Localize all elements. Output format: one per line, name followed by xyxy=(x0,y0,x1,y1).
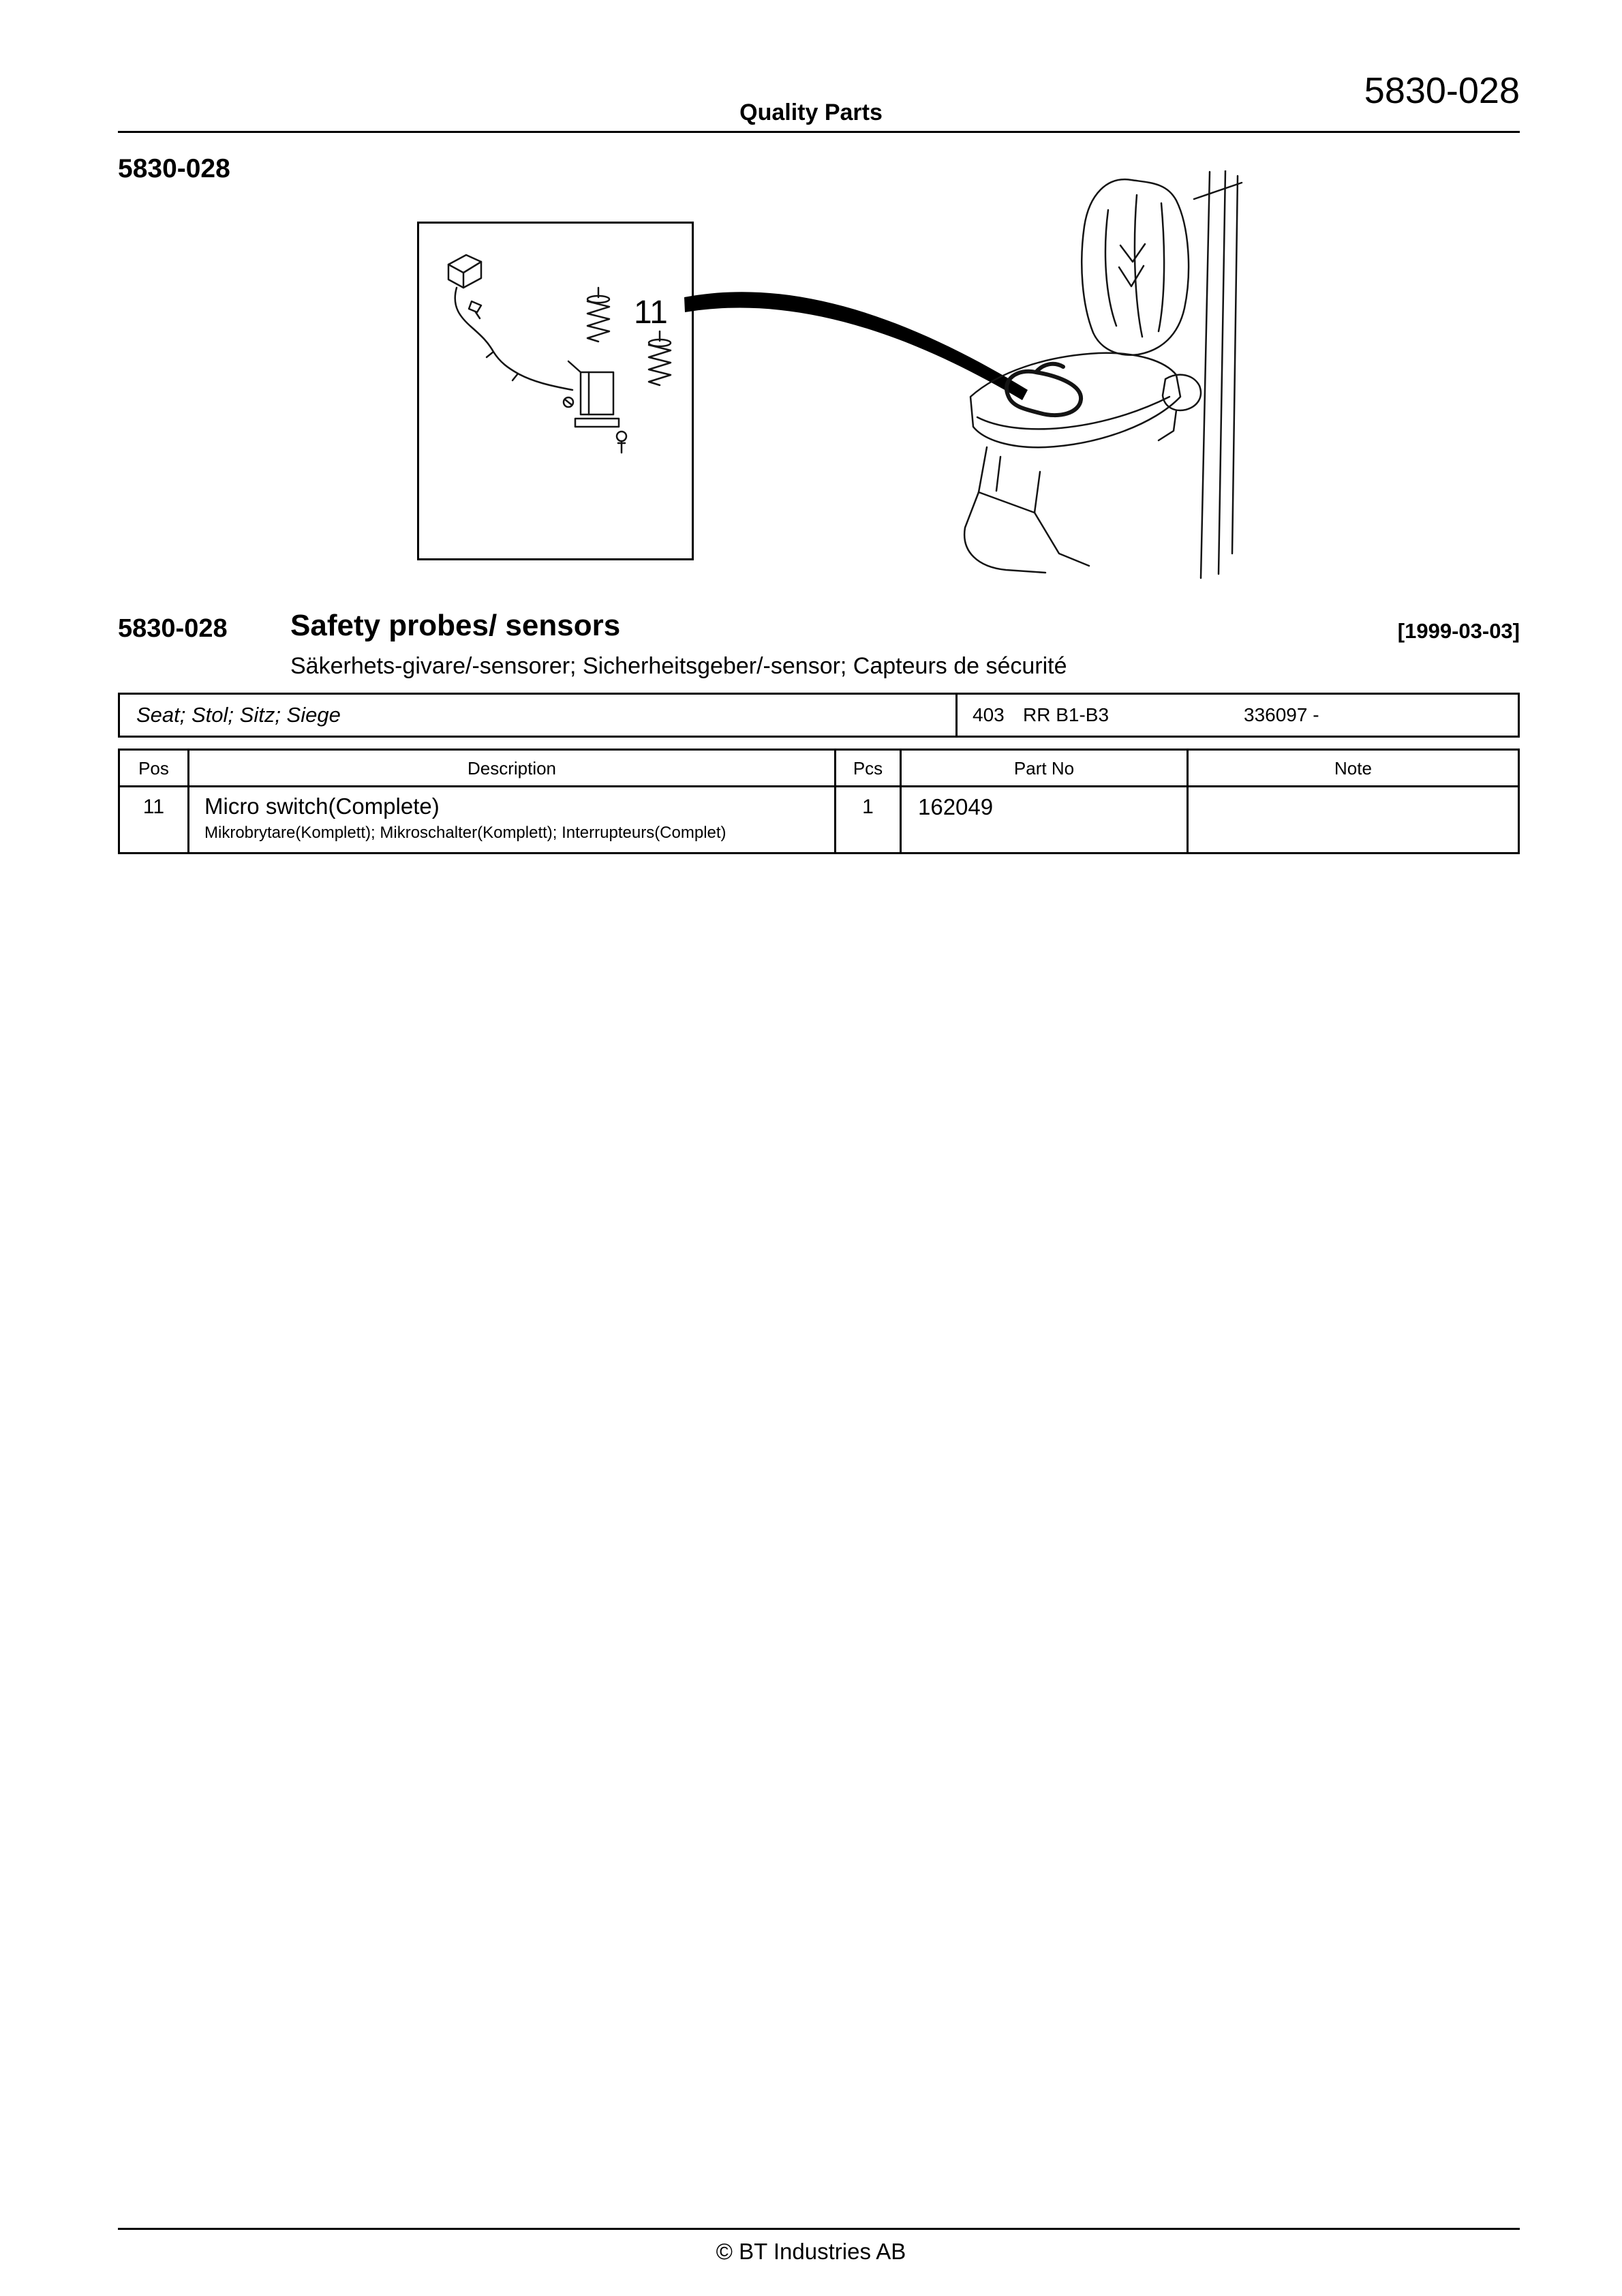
figure-svg xyxy=(417,170,1269,588)
row-pcs: 1 xyxy=(836,787,902,852)
row-part-no: 162049 xyxy=(902,787,1189,852)
section-subtitle: Säkerhets-givare/-sensorer; Sicherheitsgeber/-sensor; Capteurs de sécurité xyxy=(290,653,1067,679)
col-header-part-no: Part No xyxy=(902,751,1189,787)
page-header-doc-number: 5830-028 xyxy=(1364,70,1520,111)
group-name: Seat; Stol; Sitz; Siege xyxy=(120,695,958,736)
section-code: 5830-028 xyxy=(118,614,228,643)
section-date: [1999-03-03] xyxy=(1397,619,1520,643)
group-type-code: 403 xyxy=(973,704,1005,725)
col-header-description: Description xyxy=(189,751,836,787)
group-serial-range: 336097 - xyxy=(1244,704,1319,725)
section-title: Safety probes/ sensors xyxy=(290,609,621,642)
group-meta xyxy=(958,695,1518,736)
page-header-title: Quality Parts xyxy=(739,100,883,125)
header-rule xyxy=(118,131,1520,133)
footer-rule xyxy=(118,2228,1520,2230)
footer-copyright: © BT Industries AB xyxy=(716,2239,906,2264)
row-description-alt: Mikrobrytare(Komplett); Mikroschalter(Komplett); Interrupteurs(Complet) xyxy=(204,824,726,842)
page-code-heading: 5830-028 xyxy=(118,154,230,183)
col-header-note: Note xyxy=(1189,751,1518,787)
row-pos: 11 xyxy=(120,787,189,852)
group-model: RR B1-B3 xyxy=(1023,704,1110,725)
table-group-row xyxy=(118,693,1520,738)
figure-illustration xyxy=(417,170,1269,588)
figure-parts-box xyxy=(418,223,693,560)
col-header-pcs: Pcs xyxy=(836,751,902,787)
col-header-pos: Pos xyxy=(120,751,189,787)
row-description-cell xyxy=(189,787,836,852)
figure-seat-drawing xyxy=(964,170,1242,578)
figure-leader-swoosh xyxy=(684,292,1028,400)
row-description: Micro switch(Complete) xyxy=(204,794,440,819)
parts-table xyxy=(118,749,1520,854)
row-note xyxy=(1189,787,1518,852)
figure-callout-label: 11 xyxy=(634,294,668,331)
